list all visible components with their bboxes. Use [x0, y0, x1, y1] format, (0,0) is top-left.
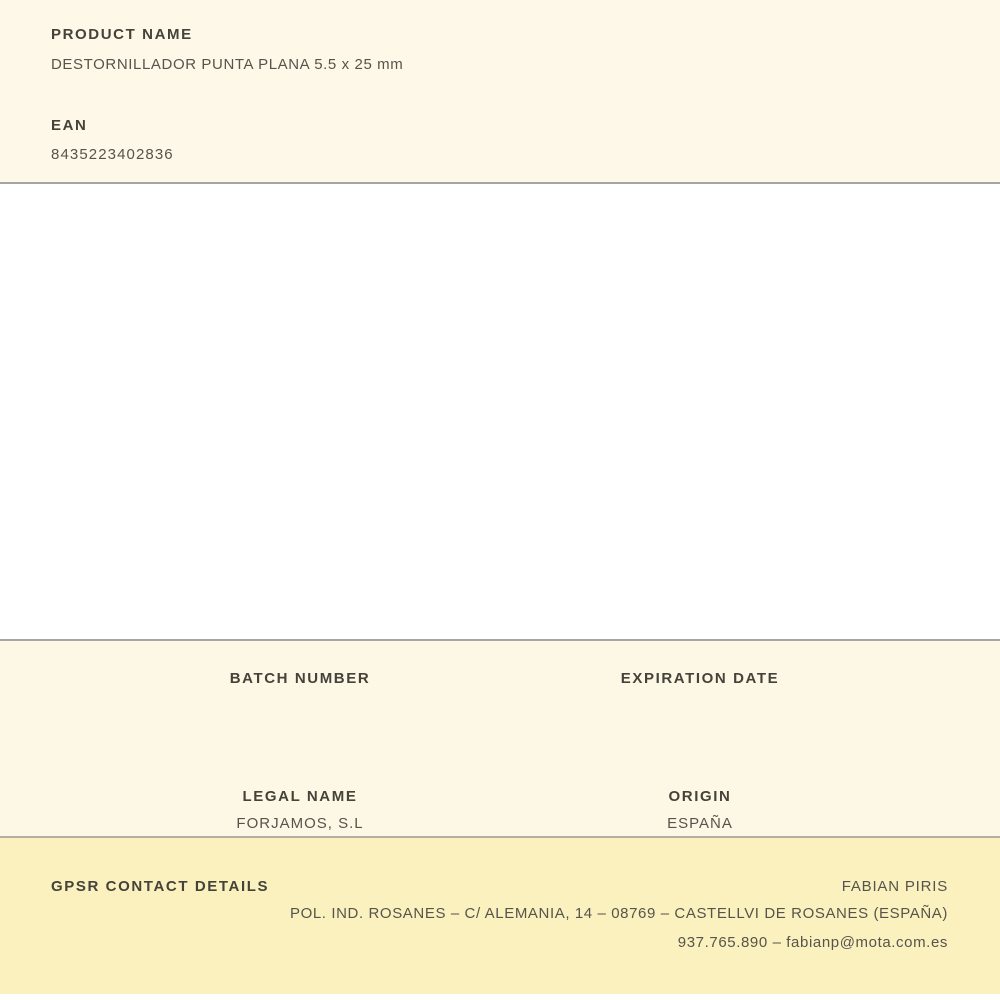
details-grid: [100, 671, 900, 832]
batch-number-value: [100, 698, 500, 714]
ean-label: EAN: [51, 117, 88, 134]
product-name-field: [51, 27, 950, 73]
batch-number-field: [100, 671, 500, 714]
gpsr-contact-section: [0, 838, 1000, 994]
legal-name-value: FORJAMOS, S.L: [236, 815, 364, 832]
product-info-section: [0, 0, 1000, 184]
gpsr-contact-address: POL. IND. ROSANES – C/ ALEMANIA, 14 – 08769 – CASTELLVI DE ROSANES (ESPAÑA): [289, 905, 948, 922]
expiration-date-label: EXPIRATION DATE: [620, 670, 780, 687]
legal-name-label: LEGAL NAME: [242, 788, 358, 805]
gpsr-contact-phone-email: 937.765.890 – fabianp@mota.com.es: [677, 934, 948, 951]
product-name-value: DESTORNILLADOR PUNTA PLANA 5.5 x 25 mm: [51, 56, 404, 73]
expiration-date-value: [500, 698, 900, 714]
gpsr-contact-header-row: [51, 879, 948, 895]
origin-field: [500, 789, 900, 832]
product-name-label: PRODUCT NAME: [51, 26, 193, 43]
ean-field: [51, 118, 950, 163]
origin-label: ORIGIN: [668, 788, 732, 805]
ean-value: 8435223402836: [51, 146, 174, 163]
product-image-area: [0, 184, 1000, 641]
expiration-date-field: [500, 671, 900, 714]
origin-value: ESPAÑA: [667, 815, 733, 832]
legal-name-field: [100, 789, 500, 832]
batch-number-label: BATCH NUMBER: [229, 670, 371, 687]
product-details-section: [0, 641, 1000, 838]
gpsr-contact-title: GPSR CONTACT DETAILS: [51, 878, 270, 895]
gpsr-contact-name: FABIAN PIRIS: [841, 878, 948, 895]
